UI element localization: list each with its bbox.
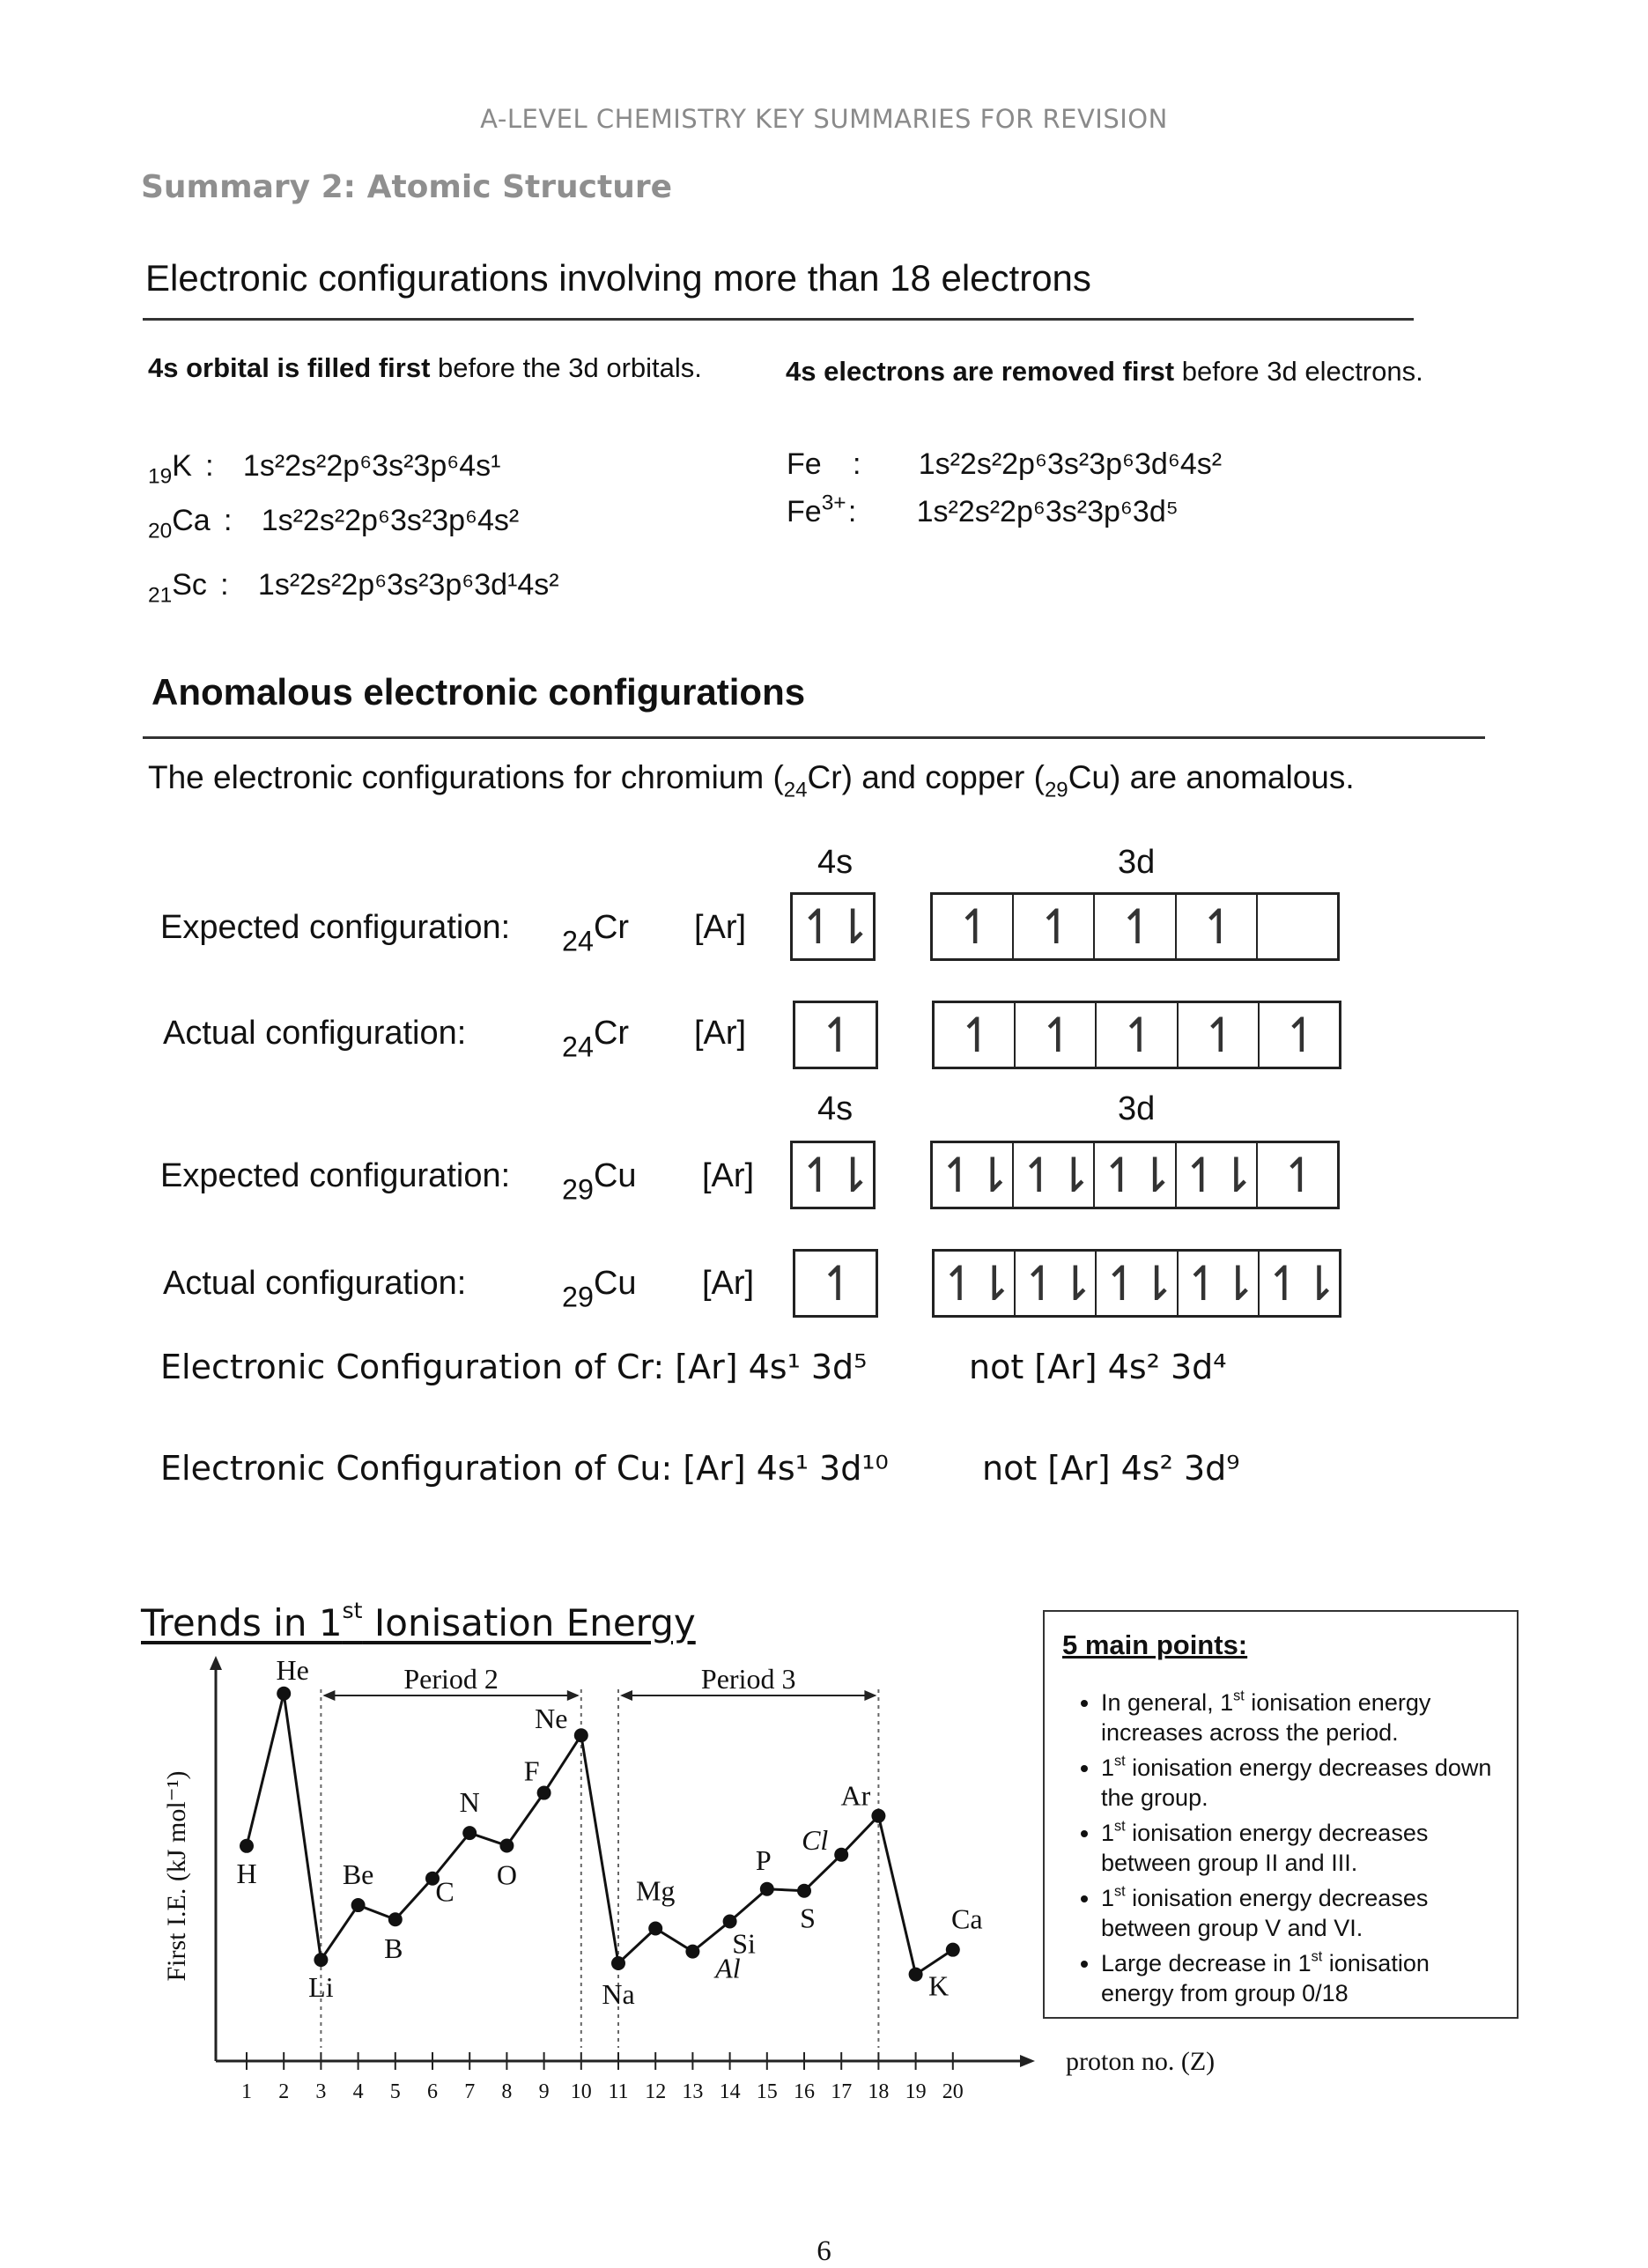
cu-not-line: not [Ar] 4s² 3d⁹ bbox=[982, 1449, 1240, 1488]
section1-note-right bbox=[786, 356, 1423, 388]
element-label: Cl bbox=[802, 1823, 829, 1856]
orbital-cell: ↿⇂ bbox=[1264, 1255, 1334, 1311]
point-item: • Large decrease in 1st ionisation energy from group 0/18 bbox=[1101, 1948, 1499, 2008]
orbital-cell: ↿ bbox=[817, 1255, 854, 1311]
points-heading: 5 main points: bbox=[1062, 1629, 1248, 1660]
points-list bbox=[1062, 1688, 1499, 2008]
orbital-cell: ↿⇂ bbox=[1016, 1252, 1097, 1315]
element-label: K bbox=[928, 1969, 950, 2002]
orbital-3d-box bbox=[930, 1141, 1340, 1209]
point-item: • 1st ionisation energy decreases between group II and III. bbox=[1101, 1818, 1499, 1878]
element-label: Ca bbox=[951, 1902, 983, 1935]
orbital-3d-label: 3d bbox=[1118, 1090, 1156, 1127]
x-tick-label: 10 bbox=[570, 2080, 592, 2103]
x-tick-label: 1 bbox=[241, 2080, 252, 2103]
period-arrow-head bbox=[864, 1690, 876, 1701]
orbital-cell: ↿⇂ bbox=[798, 898, 868, 955]
data-point bbox=[277, 1687, 291, 1701]
row-label: Expected configuration: bbox=[160, 909, 511, 946]
data-point bbox=[909, 1968, 923, 1982]
element-label: S bbox=[800, 1902, 816, 1934]
element-label: H bbox=[236, 1857, 257, 1889]
data-point bbox=[723, 1915, 737, 1929]
orbital-cell: ↿ bbox=[1282, 1007, 1317, 1063]
element-label: Be bbox=[342, 1858, 374, 1891]
data-point bbox=[871, 1809, 885, 1823]
element-label: B bbox=[384, 1932, 403, 1965]
point-item: • 1st ionisation energy decreases down the group. bbox=[1101, 1753, 1499, 1813]
orbital-cell: ↿ bbox=[817, 1007, 854, 1063]
page-number: 6 bbox=[817, 2235, 831, 2267]
orbital-cell: ↿ bbox=[935, 1003, 1016, 1067]
config-fe3plus: $Fe^{3+}$: 1s²2s²2p⁶3s²3p⁶3d⁵ bbox=[787, 491, 1179, 528]
x-tick-label: 17 bbox=[831, 2080, 853, 2103]
data-point bbox=[685, 1945, 699, 1959]
section1-rule bbox=[143, 318, 1414, 321]
x-tick-label: 18 bbox=[868, 2080, 890, 2103]
orbital-cell bbox=[1258, 895, 1337, 958]
element-label: Li bbox=[308, 1971, 334, 2004]
orbital-cell: ↿ bbox=[1014, 895, 1095, 958]
period-arrow-head bbox=[567, 1690, 580, 1701]
data-point bbox=[648, 1922, 662, 1936]
x-tick-label: 3 bbox=[315, 2080, 327, 2103]
section2-heading: Anomalous electronic configurations bbox=[151, 671, 806, 713]
orbital-cell: ↿ bbox=[933, 895, 1014, 958]
orbital-cell: ↿ bbox=[1280, 1147, 1315, 1203]
cu-config-line: Electronic Configuration of Cu: [Ar] 4s¹ 3d¹⁰ bbox=[160, 1449, 889, 1488]
orbital-4s-label: 4s bbox=[817, 1090, 854, 1127]
running-head: A-LEVEL CHEMISTRY KEY SUMMARIES FOR REVISION bbox=[480, 104, 1168, 134]
row-label: Actual configuration: bbox=[163, 1265, 467, 1302]
x-axis-arrow bbox=[1020, 2055, 1035, 2067]
element-label: Mg bbox=[635, 1874, 676, 1907]
element-label: Na bbox=[602, 1978, 635, 2011]
x-tick-label: 7 bbox=[464, 2080, 476, 2103]
data-point bbox=[946, 1943, 960, 1957]
orbital-cell: ↿⇂ bbox=[933, 1143, 1014, 1207]
data-point bbox=[537, 1786, 551, 1800]
note-left-rest: before the 3d orbitals. bbox=[430, 352, 702, 383]
x-tick-label: 8 bbox=[501, 2080, 513, 2103]
row-label: Actual configuration: bbox=[163, 1015, 467, 1052]
element-label: C bbox=[435, 1875, 454, 1908]
section1-note-left bbox=[148, 352, 702, 384]
orbital-cell: ↿⇂ bbox=[1179, 1252, 1260, 1315]
section2-intro: The electronic configurations for chromium $(_{24}Cr)$ and copper $(_{29}Cu)$ are anomalous. bbox=[148, 759, 1355, 802]
config-sc: $_{21}$Sc : 1s²2s²2p⁶3s²3p⁶3d¹4s² bbox=[148, 568, 559, 608]
row-element: $_{24}$Cr bbox=[562, 1015, 630, 1063]
x-tick-label: 11 bbox=[608, 2080, 629, 2103]
period-label: Period 3 bbox=[700, 1663, 796, 1695]
config-ca: $_{20}$Ca : 1s²2s²2p⁶3s²3p⁶4s² bbox=[148, 504, 520, 543]
orbital-3d-box bbox=[930, 892, 1340, 961]
orbital-cell: ↿⇂ bbox=[798, 1147, 868, 1203]
config-k: $_{19}$K : 1s²2s²2p⁶3s²3p⁶4s¹ bbox=[148, 449, 501, 489]
row-label: Expected configuration: bbox=[160, 1157, 511, 1194]
orbital-cell: ↿⇂ bbox=[1095, 1143, 1176, 1207]
point-item: • In general, 1st ionisation energy increases across the period. bbox=[1101, 1688, 1499, 1747]
period-arrow-head bbox=[322, 1690, 335, 1701]
x-tick-label: 20 bbox=[942, 2080, 964, 2103]
orbital-4s-box bbox=[790, 1141, 876, 1209]
element-label: P bbox=[755, 1843, 772, 1876]
element-label: Al bbox=[715, 1952, 741, 1984]
x-tick-label: 2 bbox=[278, 2080, 290, 2103]
element-label: N bbox=[459, 1786, 480, 1819]
orbital-cell: ↿ bbox=[1095, 895, 1176, 958]
row-ar: [Ar] bbox=[694, 909, 747, 946]
orbital-cell: ↿⇂ bbox=[1097, 1252, 1178, 1315]
data-point bbox=[462, 1826, 477, 1840]
orbital-cell: ↿⇂ bbox=[935, 1252, 1016, 1315]
data-point bbox=[574, 1728, 588, 1742]
data-point bbox=[797, 1884, 811, 1898]
x-tick-label: 12 bbox=[645, 2080, 667, 2103]
ionisation-energy-chart bbox=[159, 1653, 1216, 2114]
data-point bbox=[834, 1848, 848, 1862]
orbital-cell: ↿ bbox=[1179, 1003, 1260, 1067]
point-item: • 1st ionisation energy decreases between group V and VI. bbox=[1101, 1883, 1499, 1943]
cr-config-line: Electronic Configuration of Cr: [Ar] 4s¹ 3d⁵ bbox=[160, 1348, 868, 1386]
x-tick-label: 14 bbox=[719, 2080, 741, 2103]
note-right-bold: 4s electrons are removed first bbox=[786, 356, 1175, 387]
row-element: $_{29}$Cu bbox=[562, 1265, 637, 1313]
data-point bbox=[611, 1956, 625, 1970]
section2-rule bbox=[143, 736, 1485, 739]
orbital-cell: ↿⇂ bbox=[1014, 1143, 1095, 1207]
element-label: He bbox=[276, 1653, 309, 1686]
orbital-4s-box bbox=[793, 1249, 878, 1318]
element-label: Ne bbox=[535, 1703, 568, 1735]
data-point bbox=[314, 1953, 328, 1967]
orbital-3d-box bbox=[932, 1001, 1341, 1069]
x-axis-label: proton no. (Z) bbox=[1066, 2047, 1216, 2076]
orbital-4s-box bbox=[793, 1001, 878, 1069]
orbital-4s-box bbox=[790, 892, 876, 961]
cr-not-line: not [Ar] 4s² 3d⁴ bbox=[969, 1348, 1227, 1386]
orbital-cell: ↿ bbox=[1097, 1003, 1178, 1067]
x-tick-label: 6 bbox=[427, 2080, 438, 2103]
data-point bbox=[388, 1912, 403, 1926]
data-point bbox=[240, 1839, 254, 1853]
element-label: O bbox=[496, 1858, 517, 1891]
x-tick-label: 4 bbox=[352, 2080, 364, 2103]
row-ar: [Ar] bbox=[702, 1157, 755, 1194]
orbital-3d-label: 3d bbox=[1118, 844, 1156, 881]
note-left-bold: 4s orbital is filled first bbox=[148, 352, 431, 383]
note-right-rest: before 3d electrons. bbox=[1174, 356, 1423, 387]
row-element: $_{29}$Cu bbox=[562, 1157, 637, 1206]
x-tick-label: 5 bbox=[389, 2080, 401, 2103]
element-label: F bbox=[523, 1755, 540, 1787]
main-points-box bbox=[1043, 1610, 1519, 2019]
x-tick-label: 16 bbox=[794, 2080, 815, 2103]
summary-title: Summary 2: Atomic Structure bbox=[141, 169, 672, 205]
data-point bbox=[499, 1838, 514, 1852]
trend-title: Trends in 1st Ionisation Energy bbox=[141, 1597, 696, 1644]
y-axis-arrow bbox=[210, 1656, 222, 1670]
x-tick-label: 9 bbox=[538, 2080, 550, 2103]
data-point bbox=[760, 1882, 774, 1896]
orbital-cell: ↿ bbox=[1016, 1003, 1097, 1067]
orbital-4s-label: 4s bbox=[817, 844, 854, 881]
orbital-cell: ↿ bbox=[1177, 895, 1258, 958]
element-label: Si bbox=[732, 1927, 756, 1960]
x-tick-label: 19 bbox=[905, 2080, 927, 2103]
x-tick-label: 15 bbox=[756, 2080, 778, 2103]
row-ar: [Ar] bbox=[694, 1015, 747, 1052]
series-line bbox=[247, 1694, 953, 1975]
data-point bbox=[351, 1898, 366, 1912]
orbital-cell: ↿⇂ bbox=[1177, 1143, 1258, 1207]
row-ar: [Ar] bbox=[702, 1265, 755, 1302]
section1-heading: Electronic configurations involving more than 18 electrons bbox=[145, 257, 1091, 299]
config-fe: Fe : 1s²2s²2p⁶3s²3p⁶3d⁶4s² bbox=[787, 447, 1223, 481]
x-tick-label: 13 bbox=[682, 2080, 704, 2103]
row-element: $_{24}$Cr bbox=[562, 909, 630, 957]
y-axis-label: First I.E. (kJ mol⁻¹) bbox=[162, 1770, 191, 1982]
period-label: Period 2 bbox=[403, 1663, 499, 1695]
element-label: Ar bbox=[840, 1779, 871, 1812]
orbital-3d-box bbox=[932, 1249, 1341, 1318]
period-arrow-head bbox=[620, 1690, 632, 1701]
